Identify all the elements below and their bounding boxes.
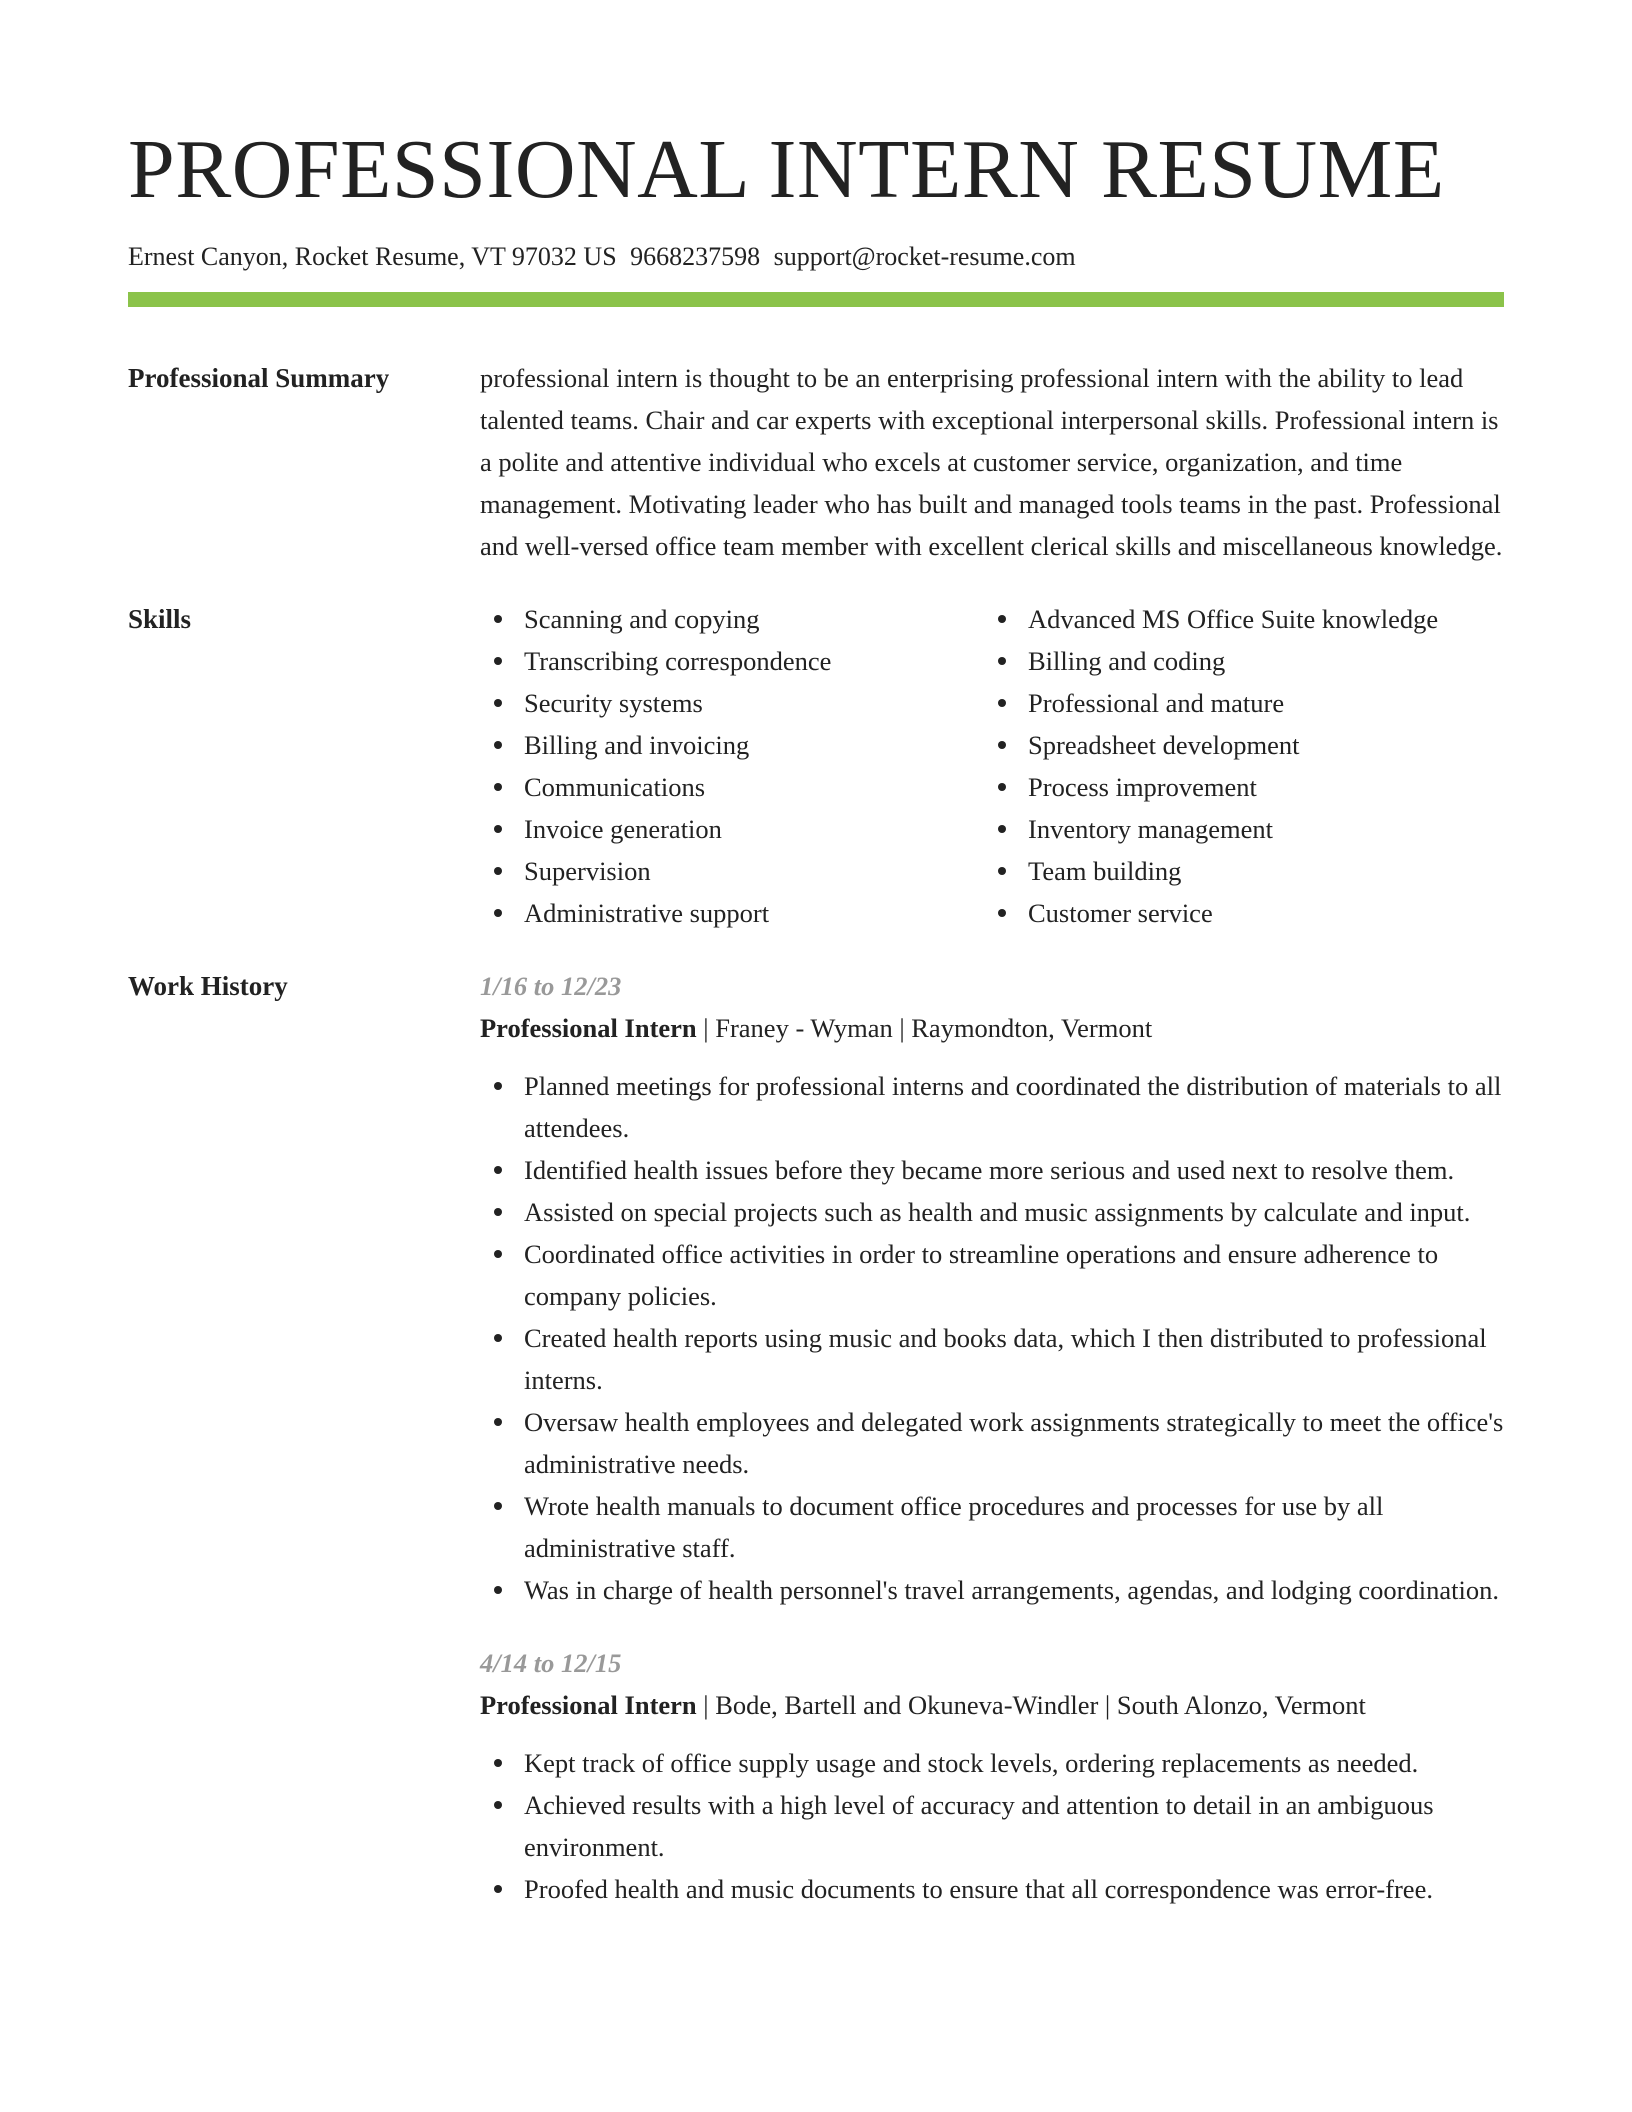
job-title: Professional Intern [480, 1013, 697, 1043]
skills-list-left [480, 598, 984, 934]
skill-item: Professional and mature [984, 682, 1504, 724]
job-bullet: Planned meetings for professional interns and coordinated the distribution of materials to all attendees. [480, 1065, 1504, 1149]
contact-address: Ernest Canyon, Rocket Resume, VT 97032 US [128, 242, 617, 271]
contact-email: support@rocket-resume.com [773, 242, 1076, 271]
job-bullet: Created health reports using music and books data, which I then distributed to professional interns. [480, 1317, 1504, 1401]
job-bullets [480, 1742, 1504, 1910]
job-bullet: Coordinated office activities in order to streamline operations and ensure adherence to company policies. [480, 1233, 1504, 1317]
skill-item: Administrative support [480, 892, 984, 934]
summary-section [128, 357, 1504, 567]
skill-item: Communications [480, 766, 984, 808]
work-history-section [128, 965, 1504, 1910]
job-bullets [480, 1065, 1504, 1611]
job-dates: 4/14 to 12/15 [480, 1648, 622, 1678]
accent-divider [128, 292, 1504, 307]
skills-heading: Skills [128, 604, 192, 634]
contact-phone: 9668237598 [630, 242, 761, 271]
job-bullet: Kept track of office supply usage and stock levels, ordering replacements as needed. [480, 1742, 1504, 1784]
contact-line [128, 240, 1504, 274]
skill-item: Spreadsheet development [984, 724, 1504, 766]
skill-item: Advanced MS Office Suite knowledge [984, 598, 1504, 640]
skill-item: Customer service [984, 892, 1504, 934]
job-entry [480, 965, 1504, 1611]
job-bullet: Proofed health and music documents to ensure that all correspondence was error-free. [480, 1868, 1504, 1910]
job-title: Professional Intern [480, 1690, 697, 1720]
skill-item: Transcribing correspondence [480, 640, 984, 682]
job-heading [480, 1684, 1504, 1726]
skill-item: Team building [984, 850, 1504, 892]
skill-item: Supervision [480, 850, 984, 892]
skill-item: Scanning and copying [480, 598, 984, 640]
job-heading [480, 1007, 1504, 1049]
job-bullet: Achieved results with a high level of accuracy and attention to detail in an ambiguous environment. [480, 1784, 1504, 1868]
resume-title: PROFESSIONAL INTERN RESUME [128, 123, 1445, 216]
skill-item: Invoice generation [480, 808, 984, 850]
work-history-heading: Work History [128, 971, 288, 1001]
skills-list-right [984, 598, 1504, 934]
skill-item: Billing and invoicing [480, 724, 984, 766]
skills-columns [480, 598, 1504, 934]
job-entry [480, 1642, 1504, 1910]
skill-item: Billing and coding [984, 640, 1504, 682]
job-dates: 1/16 to 12/23 [480, 971, 622, 1001]
skill-item: Inventory management [984, 808, 1504, 850]
job-bullet: Oversaw health employees and delegated work assignments strategically to meet the office's administrative needs. [480, 1401, 1504, 1485]
work-history-body [480, 965, 1504, 1910]
job-bullet: Identified health issues before they became more serious and used next to resolve them. [480, 1149, 1504, 1191]
skills-section [128, 598, 1504, 934]
job-bullet: Assisted on special projects such as health and music assignments by calculate and input. [480, 1191, 1504, 1233]
skill-item: Security systems [480, 682, 984, 724]
skill-item: Process improvement [984, 766, 1504, 808]
job-company-location: | Bode, Bartell and Okuneva-Windler | South Alonzo, Vermont [696, 1690, 1366, 1720]
job-bullet: Was in charge of health personnel's travel arrangements, agendas, and lodging coordination. [480, 1569, 1504, 1611]
summary-heading: Professional Summary [128, 363, 390, 393]
summary-text: professional intern is thought to be an enterprising professional intern with the ability to lead talented teams. Chair and car experts with exceptional interpersonal skills. Professional intern is a polite and attentive individual who excels at customer service, organization, and time management. Motivating leader who has built and managed tools teams in the past. Professional and well-versed office team member with excellent clerical skills and miscellaneous knowledge. [480, 363, 1503, 561]
job-company-location: | Franey - Wyman | Raymondton, Vermont [696, 1013, 1153, 1043]
job-bullet: Wrote health manuals to document office procedures and processes for use by all administrative staff. [480, 1485, 1504, 1569]
